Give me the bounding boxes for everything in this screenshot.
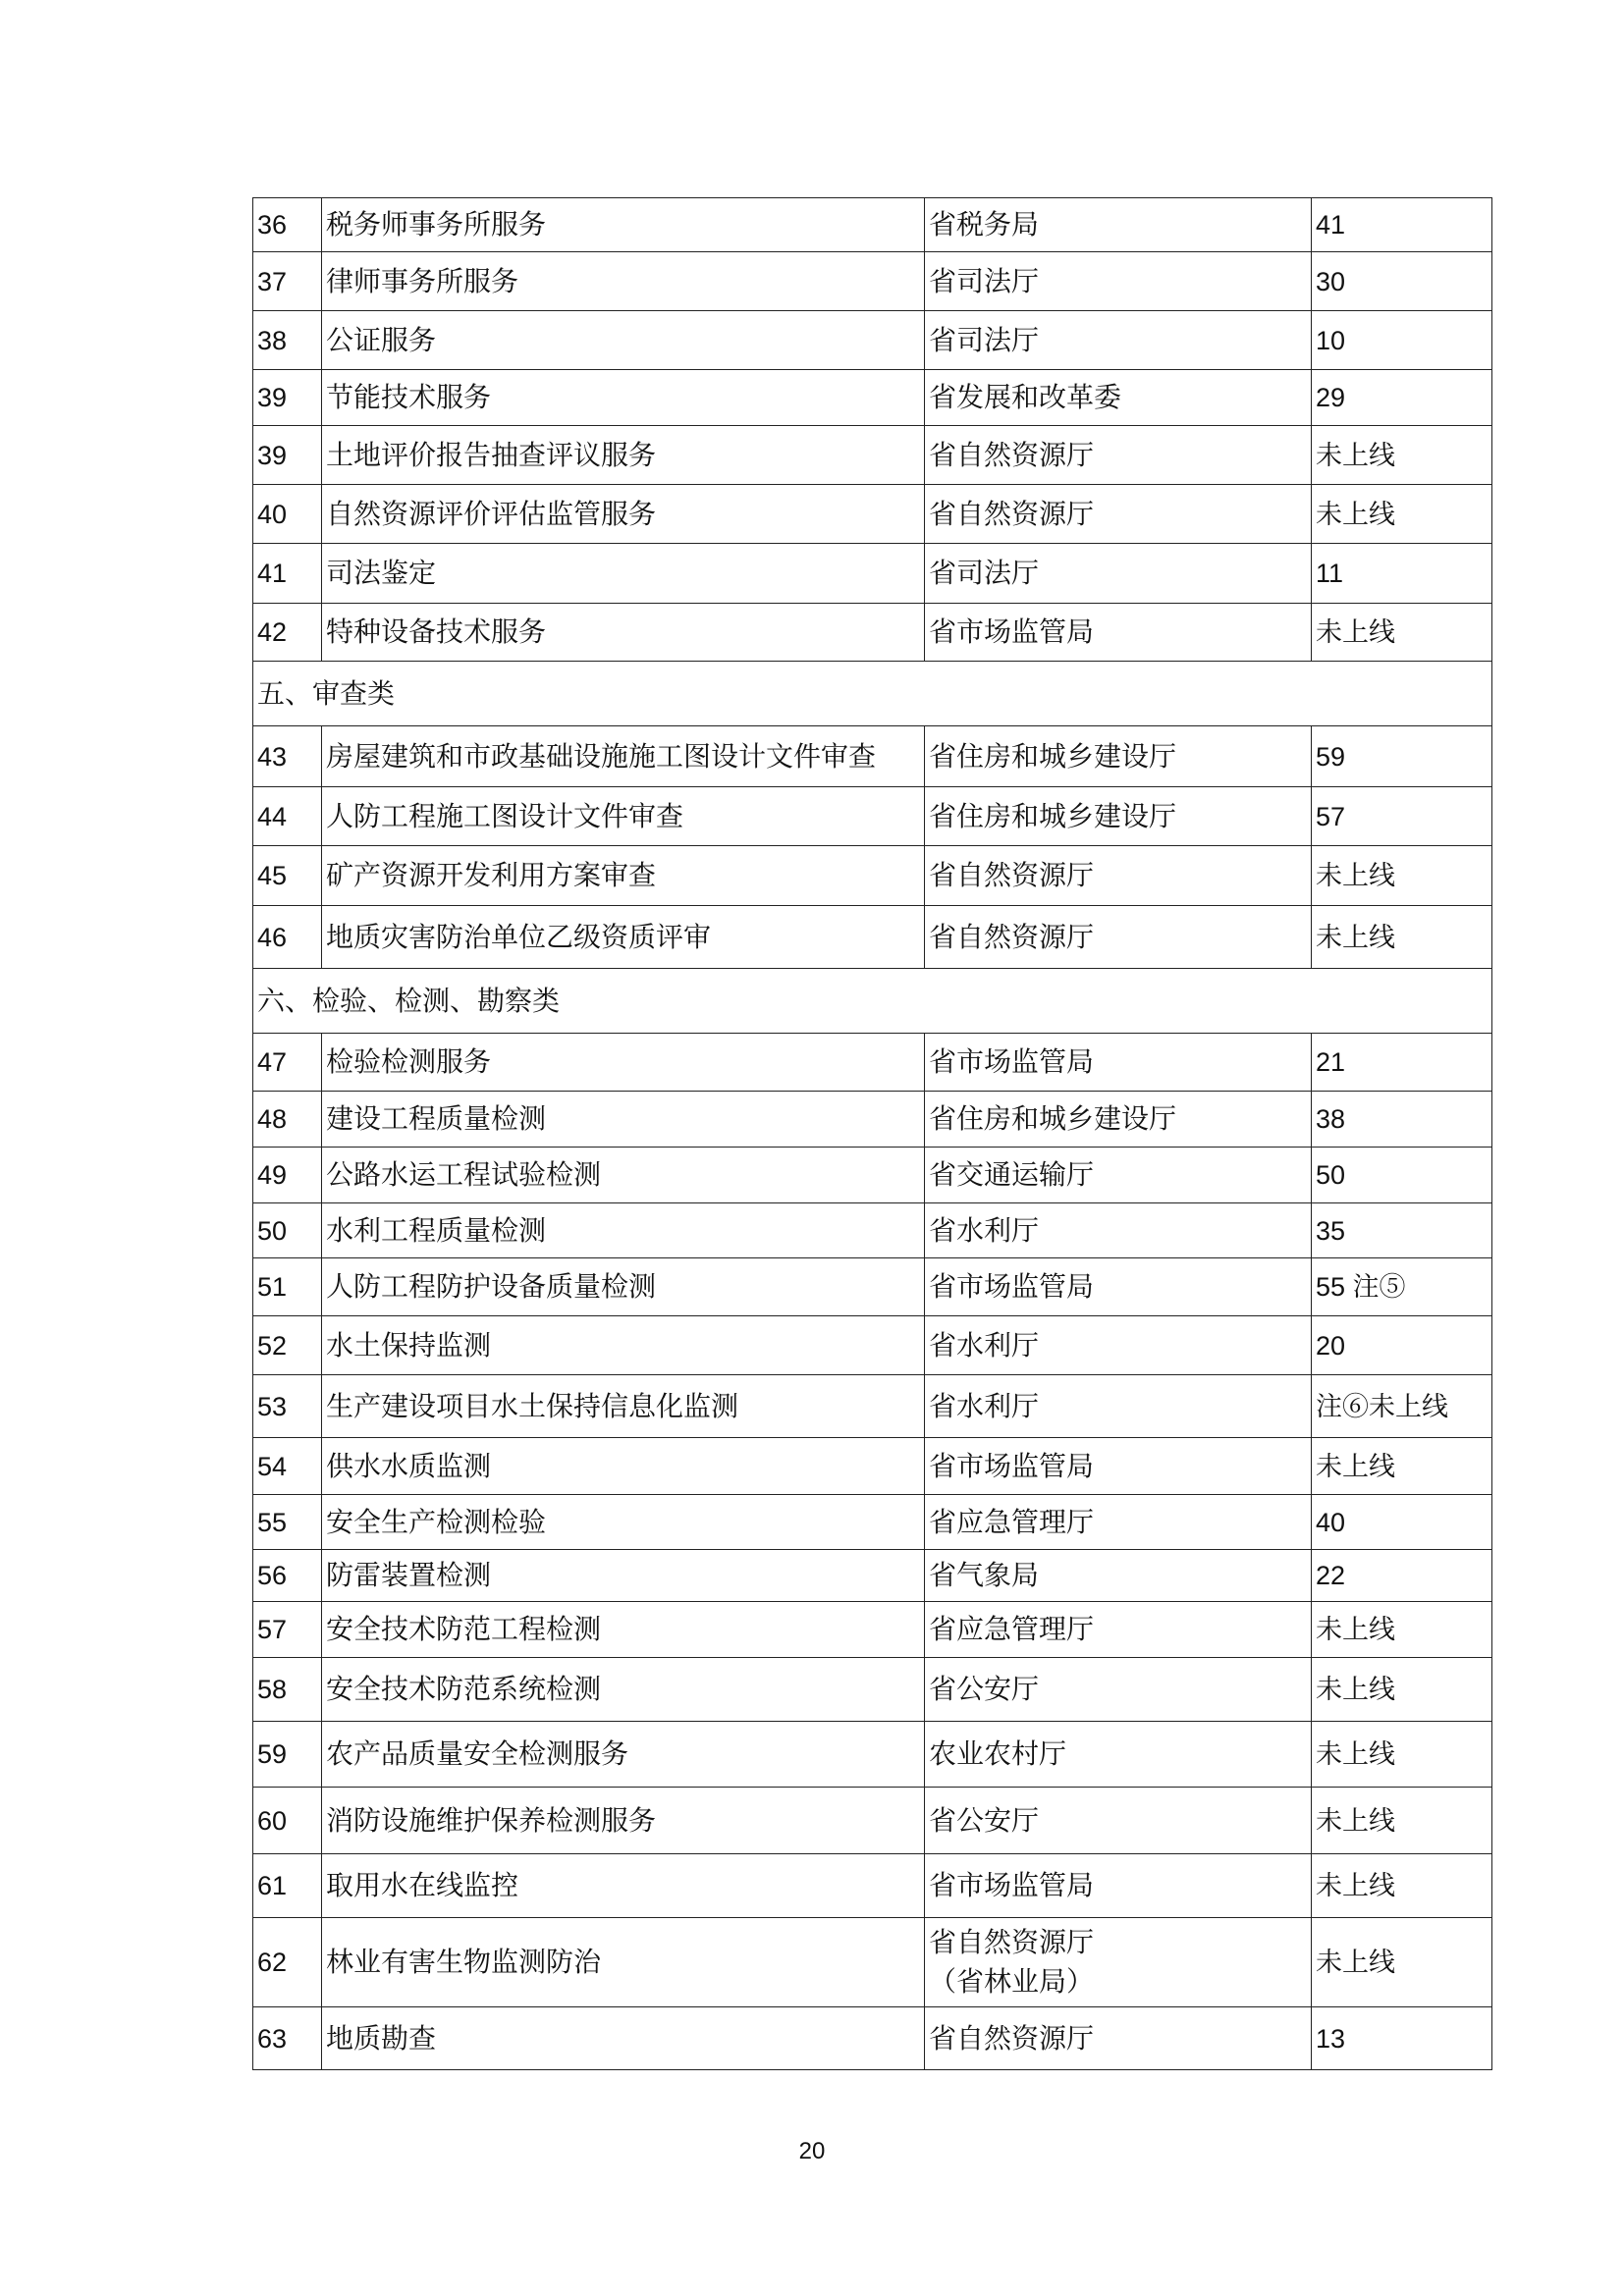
service-name: 地质灾害防治单位乙级资质评审 [322,906,925,969]
table-row [253,252,1492,311]
service-name: 公证服务 [322,311,925,370]
item-number: 43 [253,726,322,787]
service-name: 人防工程防护设备质量检测 [322,1258,925,1316]
listing-count: 41 [1312,198,1492,252]
table-row [253,311,1492,370]
listing-count: 未上线 [1312,1722,1492,1788]
section-header-row [253,969,1492,1034]
item-number: 60 [253,1788,322,1854]
listing-count: 55 注⑤ [1312,1258,1492,1316]
item-number: 39 [253,426,322,485]
service-name: 律师事务所服务 [322,252,925,311]
department: 省司法厅 [925,311,1312,370]
item-number: 38 [253,311,322,370]
listing-count: 20 [1312,1316,1492,1375]
service-name: 农产品质量安全检测服务 [322,1722,925,1788]
service-name: 生产建设项目水土保持信息化监测 [322,1375,925,1438]
listing-count: 未上线 [1312,1438,1492,1495]
department: 省发展和改革委 [925,370,1312,426]
item-number: 37 [253,252,322,311]
item-number: 59 [253,1722,322,1788]
table-row [253,1316,1492,1375]
listing-count: 10 [1312,311,1492,370]
table-row [253,1438,1492,1495]
service-name: 林业有害生物监测防治 [322,1918,925,2007]
service-table-body [253,198,1492,2070]
table-row [253,1092,1492,1148]
department: 省公安厅 [925,1788,1312,1854]
service-name: 安全生产检测检验 [322,1495,925,1550]
section-title: 五、审查类 [253,662,1492,726]
department [925,1918,1312,2007]
table-row [253,1148,1492,1203]
table-row [253,426,1492,485]
service-name: 取用水在线监控 [322,1854,925,1918]
item-number: 44 [253,787,322,846]
department: 省市场监管局 [925,604,1312,662]
item-number: 63 [253,2007,322,2070]
service-name: 节能技术服务 [322,370,925,426]
service-name: 人防工程施工图设计文件审查 [322,787,925,846]
department: 省税务局 [925,198,1312,252]
service-name: 水利工程质量检测 [322,1203,925,1258]
table-row [253,1602,1492,1658]
service-name: 水土保持监测 [322,1316,925,1375]
item-number: 54 [253,1438,322,1495]
table-row [253,846,1492,906]
listing-count: 13 [1312,2007,1492,2070]
table-row [253,1788,1492,1854]
item-number: 55 [253,1495,322,1550]
item-number: 39 [253,370,322,426]
department: 省水利厅 [925,1203,1312,1258]
table-row [253,1495,1492,1550]
department: 省应急管理厅 [925,1602,1312,1658]
listing-count: 59 [1312,726,1492,787]
department: 省公安厅 [925,1658,1312,1722]
item-number: 51 [253,1258,322,1316]
table-row [253,485,1492,544]
service-name: 地质勘查 [322,2007,925,2070]
item-number: 56 [253,1550,322,1602]
department: 省司法厅 [925,544,1312,604]
listing-count: 未上线 [1312,426,1492,485]
service-name: 建设工程质量检测 [322,1092,925,1148]
table-row [253,1918,1492,2007]
table-row [253,2007,1492,2070]
department: 省住房和城乡建设厅 [925,1092,1312,1148]
table-row [253,1375,1492,1438]
department-line-1: 省自然资源厅 [929,1926,1095,1958]
service-name: 房屋建筑和市政基础设施施工图设计文件审查 [322,726,925,787]
section-title: 六、检验、检测、勘察类 [253,969,1492,1034]
table-row [253,604,1492,662]
service-name: 特种设备技术服务 [322,604,925,662]
listing-count: 50 [1312,1148,1492,1203]
item-number: 36 [253,198,322,252]
department: 省住房和城乡建设厅 [925,726,1312,787]
department: 省应急管理厅 [925,1495,1312,1550]
item-number: 53 [253,1375,322,1438]
listing-count: 未上线 [1312,1602,1492,1658]
department: 省司法厅 [925,252,1312,311]
item-number: 50 [253,1203,322,1258]
listing-count: 38 [1312,1092,1492,1148]
department: 省水利厅 [925,1316,1312,1375]
listing-count: 29 [1312,370,1492,426]
table-row [253,726,1492,787]
department: 农业农村厅 [925,1722,1312,1788]
service-name: 矿产资源开发利用方案审查 [322,846,925,906]
item-number: 48 [253,1092,322,1148]
service-name: 检验检测服务 [322,1034,925,1092]
listing-count: 22 [1312,1550,1492,1602]
listing-count: 未上线 [1312,1854,1492,1918]
table-row [253,1854,1492,1918]
department: 省自然资源厅 [925,846,1312,906]
listing-count: 21 [1312,1034,1492,1092]
department: 省住房和城乡建设厅 [925,787,1312,846]
item-number: 61 [253,1854,322,1918]
service-name: 安全技术防范系统检测 [322,1658,925,1722]
department: 省自然资源厅 [925,2007,1312,2070]
department: 省市场监管局 [925,1034,1312,1092]
listing-count: 未上线 [1312,846,1492,906]
department: 省自然资源厅 [925,485,1312,544]
table-row [253,787,1492,846]
listing-count: 30 [1312,252,1492,311]
table-row [253,370,1492,426]
service-name: 安全技术防范工程检测 [322,1602,925,1658]
item-number: 40 [253,485,322,544]
department: 省市场监管局 [925,1258,1312,1316]
service-name: 税务师事务所服务 [322,198,925,252]
table-row [253,198,1492,252]
item-number: 46 [253,906,322,969]
department: 省交通运输厅 [925,1148,1312,1203]
section-header-row [253,662,1492,726]
department: 省气象局 [925,1550,1312,1602]
item-number: 41 [253,544,322,604]
table-row [253,906,1492,969]
listing-count: 35 [1312,1203,1492,1258]
item-number: 42 [253,604,322,662]
department: 省水利厅 [925,1375,1312,1438]
service-name: 自然资源评价评估监管服务 [322,485,925,544]
item-number: 45 [253,846,322,906]
department: 省自然资源厅 [925,906,1312,969]
listing-count: 未上线 [1312,906,1492,969]
listing-count: 未上线 [1312,604,1492,662]
item-number: 58 [253,1658,322,1722]
service-name: 消防设施维护保养检测服务 [322,1788,925,1854]
item-number: 57 [253,1602,322,1658]
table-row [253,1258,1492,1316]
listing-count: 未上线 [1312,1918,1492,2007]
table-row [253,1034,1492,1092]
item-number: 47 [253,1034,322,1092]
service-name: 土地评价报告抽查评议服务 [322,426,925,485]
table-row [253,1658,1492,1722]
table-row [253,1203,1492,1258]
item-number: 49 [253,1148,322,1203]
service-name: 防雷装置检测 [322,1550,925,1602]
listing-count: 未上线 [1312,485,1492,544]
listing-count: 未上线 [1312,1658,1492,1722]
department: 省自然资源厅 [925,426,1312,485]
table-row [253,1722,1492,1788]
listing-count: 未上线 [1312,1788,1492,1854]
item-number: 52 [253,1316,322,1375]
table-row [253,544,1492,604]
department-line-2: （省林业局） [929,1965,1095,1998]
department: 省市场监管局 [925,1438,1312,1495]
listing-count: 注⑥未上线 [1312,1375,1492,1438]
service-name: 公路水运工程试验检测 [322,1148,925,1203]
listing-count: 40 [1312,1495,1492,1550]
item-number: 62 [253,1918,322,2007]
listing-count: 11 [1312,544,1492,604]
listing-count: 57 [1312,787,1492,846]
page-number: 20 [798,2138,826,2164]
department: 省市场监管局 [925,1854,1312,1918]
table-row [253,1550,1492,1602]
service-name: 供水水质监测 [322,1438,925,1495]
service-table [252,197,1492,2070]
service-name: 司法鉴定 [322,544,925,604]
